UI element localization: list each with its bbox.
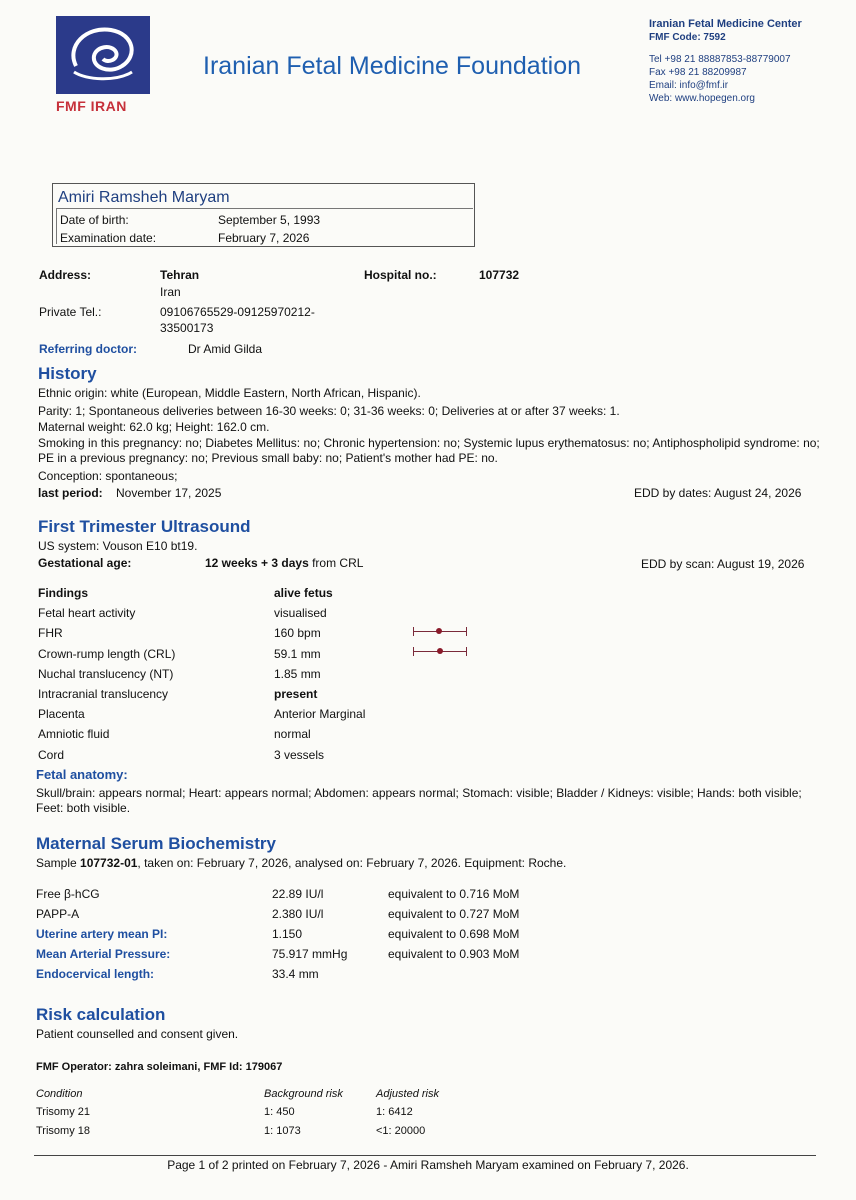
biochem-mom: equivalent to 0.716 MoM — [388, 887, 520, 901]
center-tel: Tel +98 21 88887853-88779007 — [649, 54, 791, 65]
finding-value: alive fetus — [274, 586, 333, 600]
private-tel-line2: 33500173 — [160, 321, 214, 335]
fetal-anatomy-text: Skull/brain: appears normal; Heart: appears normal; Abdomen: appears normal; Stomach: visible; Bladder / Kidneys: visible; Hands: both visible; Feet: both visible. — [36, 786, 802, 815]
finding-label: Placenta — [38, 707, 85, 722]
finding-value: 3 vessels — [274, 747, 325, 762]
hospital-number: 107732 — [479, 268, 520, 282]
ethnic-origin: Ethnic origin: white (European, Middle Eastern, North African, Hispanic). — [38, 386, 421, 400]
private-tel-label: Private Tel.: — [39, 305, 102, 319]
sample-suffix: , taken on: February 7, 2026, analysed on: February 7, 2026. Equipment: Roche. — [137, 856, 567, 870]
divider — [56, 208, 57, 244]
header-condition: Condition — [36, 1088, 83, 1100]
counsel-text: Patient counselled and consent given. — [36, 1027, 239, 1041]
header-background-risk: Background risk — [264, 1088, 343, 1100]
us-system: US system: Vouson E10 bt19. — [38, 539, 198, 553]
edd-by-scan: EDD by scan: August 19, 2026 — [641, 557, 805, 571]
sample-info — [36, 856, 566, 870]
risk-background: 1: 450 — [264, 1106, 295, 1118]
biochem-value: 1.150 — [272, 927, 303, 941]
exam-date-value: February 7, 2026 — [218, 231, 310, 245]
center-email: Email: info@fmf.ir — [649, 80, 729, 91]
dob-label: Date of birth: — [60, 213, 129, 227]
biochem-mom: equivalent to 0.727 MoM — [388, 907, 520, 921]
center-name: Iranian Fetal Medicine Center — [649, 18, 802, 30]
parity: Parity: 1; Spontaneous deliveries between 16-30 weeks: 0; 31-36 weeks: 0; Deliveries at or after 37 weeks: 1. — [38, 404, 620, 418]
finding-label: Crown-rump length (CRL) — [38, 646, 176, 661]
fmf-operator: FMF Operator: zahra soleimani, FMF Id: 179067 — [36, 1061, 283, 1073]
biochem-mom: equivalent to 0.903 MoM — [388, 947, 520, 961]
finding-label: Intracranial translucency — [38, 687, 169, 701]
divider — [56, 208, 473, 209]
sample-prefix: Sample — [36, 856, 81, 870]
gestational-age-value — [205, 556, 363, 570]
conception: Conception: spontaneous; — [38, 469, 178, 483]
referring-label: Referring doctor: — [39, 342, 138, 356]
private-tel-line1: 09106765529-09125970212- — [160, 305, 315, 319]
finding-value: present — [274, 687, 318, 701]
risk-adjusted: <1: 20000 — [376, 1125, 426, 1137]
finding-label: Findings — [38, 586, 88, 600]
finding-label: Nuchal translucency (NT) — [38, 666, 174, 681]
last-period-value: November 17, 2025 — [116, 486, 222, 500]
hospital-label: Hospital no.: — [364, 268, 437, 282]
biochem-mom: equivalent to 0.698 MoM — [388, 927, 520, 941]
address-label: Address: — [39, 268, 92, 282]
logo-text: FMF IRAN — [56, 98, 127, 114]
finding-value: 160 bpm — [274, 626, 321, 641]
address-city: Tehran — [160, 268, 200, 282]
last-period-label: last period: — [38, 486, 103, 500]
history-title: History — [38, 364, 97, 383]
finding-label: Amniotic fluid — [38, 727, 110, 742]
address-country: Iran — [160, 285, 181, 299]
foundation-name: Iranian Fetal Medicine Foundation — [203, 52, 582, 80]
dob-value: September 5, 1993 — [218, 213, 321, 227]
center-web: Web: www.hopegen.org — [649, 93, 755, 104]
biochem-title: Maternal Serum Biochemistry — [36, 834, 276, 853]
biochem-label: Mean Arterial Pressure: — [36, 947, 171, 961]
biochem-value: 33.4 mm — [272, 967, 319, 981]
gestational-age-label: Gestational age: — [38, 556, 132, 570]
finding-value: 1.85 mm — [274, 666, 321, 681]
fmf-code: FMF Code: 7592 — [649, 32, 726, 43]
biochem-label: Endocervical length: — [36, 967, 155, 981]
patient-name: Amiri Ramsheh Maryam — [58, 189, 230, 206]
finding-label: FHR — [38, 626, 63, 641]
finding-label: Fetal heart activity — [38, 606, 136, 621]
header-adjusted-risk: Adjusted risk — [376, 1088, 439, 1100]
edd-by-dates: EDD by dates: August 24, 2026 — [634, 486, 802, 500]
finding-value: 59.1 mm — [274, 646, 321, 661]
smoking-history: Smoking in this pregnancy: no; Diabetes Mellitus: no; Chronic hypertension: no; Systemic lupus erythematosus: no; Antiphospholipid syndrome: no; PE in a previous pregnancy: no; Previous small baby: no; Patient's mother had PE: no. — [38, 436, 820, 465]
biochem-label: Free β-hCG — [36, 887, 100, 901]
center-fax: Fax +98 21 88209987 — [649, 67, 747, 78]
ga-value: 12 weeks + 3 days — [205, 556, 309, 570]
finding-value: normal — [274, 727, 311, 742]
fetal-anatomy-title: Fetal anatomy: — [36, 767, 128, 782]
biochem-label: PAPP-A — [36, 907, 80, 921]
risk-adjusted: 1: 6412 — [376, 1106, 413, 1118]
risk-background: 1: 1073 — [264, 1125, 301, 1137]
finding-value: visualised — [274, 606, 327, 621]
biochem-value: 75.917 mmHg — [272, 947, 348, 961]
biochem-label: Uterine artery mean PI: — [36, 927, 168, 941]
ultrasound-title: First Trimester Ultrasound — [38, 517, 251, 536]
crl-range-marker — [413, 647, 467, 657]
footer-divider — [34, 1155, 816, 1156]
risk-title: Risk calculation — [36, 1005, 166, 1024]
risk-condition: Trisomy 21 — [36, 1106, 90, 1118]
exam-date-label: Examination date: — [60, 231, 157, 245]
fhr-range-marker — [413, 627, 467, 637]
sample-id: 107732-01 — [80, 856, 138, 870]
risk-condition: Trisomy 18 — [36, 1125, 90, 1137]
biochem-value: 2.380 IU/l — [272, 907, 324, 921]
finding-label: Cord — [38, 747, 65, 762]
fmf-logo — [56, 16, 150, 94]
page-footer: Page 1 of 2 printed on February 7, 2026 - Amiri Ramsheh Maryam examined on February 7, 2026. — [167, 1158, 689, 1172]
biochem-value: 22.89 IU/l — [272, 887, 324, 901]
maternal-weight: Maternal weight: 62.0 kg; Height: 162.0 cm. — [38, 420, 270, 434]
finding-value: Anterior Marginal — [274, 707, 366, 722]
referring-doctor: Dr Amid Gilda — [188, 342, 263, 356]
center-info — [649, 18, 802, 105]
ga-suffix: from CRL — [312, 556, 364, 570]
logo-icon — [56, 16, 150, 94]
